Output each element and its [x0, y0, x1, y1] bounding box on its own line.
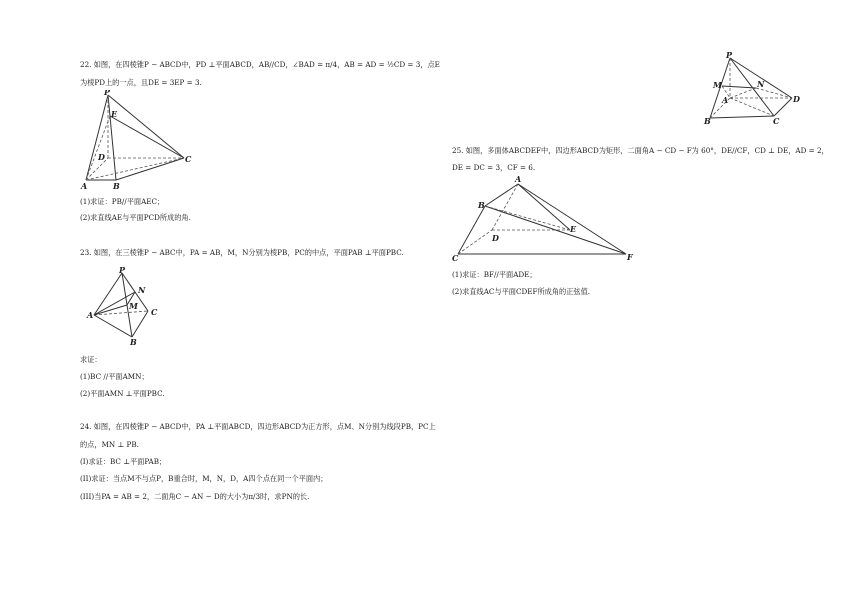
fig25-label-F: F	[627, 252, 633, 262]
figure-25-polyhedron	[450, 174, 640, 264]
fig22-label-D: D	[98, 152, 105, 162]
fig24-label-A: A	[722, 95, 729, 105]
problem-23-question-0: 求证：	[80, 355, 102, 364]
fig25-label-D: D	[492, 233, 499, 243]
fig25-label-B: B	[478, 200, 485, 210]
figure-22-pyramid	[78, 90, 198, 190]
problem-24-question-1: (I)求证：BC ⊥平面PAB；	[80, 457, 167, 466]
problem-24-line-2: 的点，MN ⊥ PB.	[80, 440, 139, 449]
problem-22-question-2: (2)求直线AE与平面PCD所成的角.	[80, 213, 191, 222]
fig24-label-C: C	[773, 116, 780, 126]
problem-23-question-1: (1)BC //平面AMN；	[80, 372, 149, 381]
fig23-label-B: B	[130, 337, 137, 345]
problem-25-question-2: (2)求直线AC与平面CDEF所成角的正弦值.	[452, 287, 591, 296]
problem-22-line-2: 为棱PD上的一点，且DE = 3EP = 3.	[80, 78, 202, 87]
problem-24-question-2: (II)求证：当点M不与点P，B重合时，M，N，D，A四个点在同一个平面内；	[80, 474, 328, 483]
problem-24-question-3: (III)当PA = AB = 2，二面角C − AN − D的大小为π/3时，求PN的长.	[80, 492, 310, 501]
fig22-label-E: E	[111, 109, 118, 119]
fig24-label-D: D	[793, 94, 800, 104]
figure-23-tetrahedron	[86, 265, 176, 345]
fig22-label-B: B	[113, 181, 120, 190]
fig24-label-M: M	[713, 80, 722, 90]
problem-25-question-1: (1)求证：BF//平面ADE；	[452, 270, 537, 279]
problem-25-line-1: 25. 如图，多面体ABCDEF中，四边形ABCD为矩形，二面角A − CD − F为 60°，DE//CF，CD ⊥ DE，AD = 2，	[452, 146, 829, 155]
fig23-label-C: C	[151, 307, 158, 317]
fig25-label-C: C	[452, 253, 459, 263]
fig24-label-N: N	[757, 79, 765, 89]
fig25-label-A: A	[515, 174, 522, 184]
problem-22-line-1: 22. 如图，在四棱锥P − ABCD中，PD ⊥平面ABCD，AB//CD，∠BAD = π/4，AB = AD = ½CD = 3，点E	[80, 60, 440, 69]
problem-23-line-1: 23. 如图，在三棱锥P − ABC中，PA = AB，M，N分别为棱PB，PC的中点，平面PAB ⊥平面PBC.	[80, 248, 404, 257]
problem-24-line-1: 24. 如图，在四棱锥P − ABCD中，PA ⊥平面ABCD，四边形ABCD为正方形，点M、N分别为线段PB，PC上	[80, 422, 436, 431]
problem-23-question-2: (2)平面AMN ⊥平面PBC.	[80, 389, 165, 398]
fig24-label-P: P	[726, 50, 733, 60]
fig22-label-P: P	[104, 90, 111, 97]
fig22-label-C: C	[185, 154, 192, 164]
fig24-label-B: B	[704, 116, 711, 126]
fig22-label-A: A	[81, 181, 88, 190]
figure-24-pyramid	[700, 50, 810, 130]
fig23-label-M: M	[129, 301, 138, 311]
fig23-label-P: P	[119, 265, 126, 275]
fig23-label-N: N	[138, 285, 146, 295]
problem-25-line-2: DE = DC = 3，CF = 6.	[452, 163, 536, 172]
fig25-label-E: E	[570, 224, 577, 234]
fig23-label-A: A	[87, 310, 94, 320]
problem-22-question-1: (1)求证：PB//平面AEC；	[80, 197, 165, 206]
